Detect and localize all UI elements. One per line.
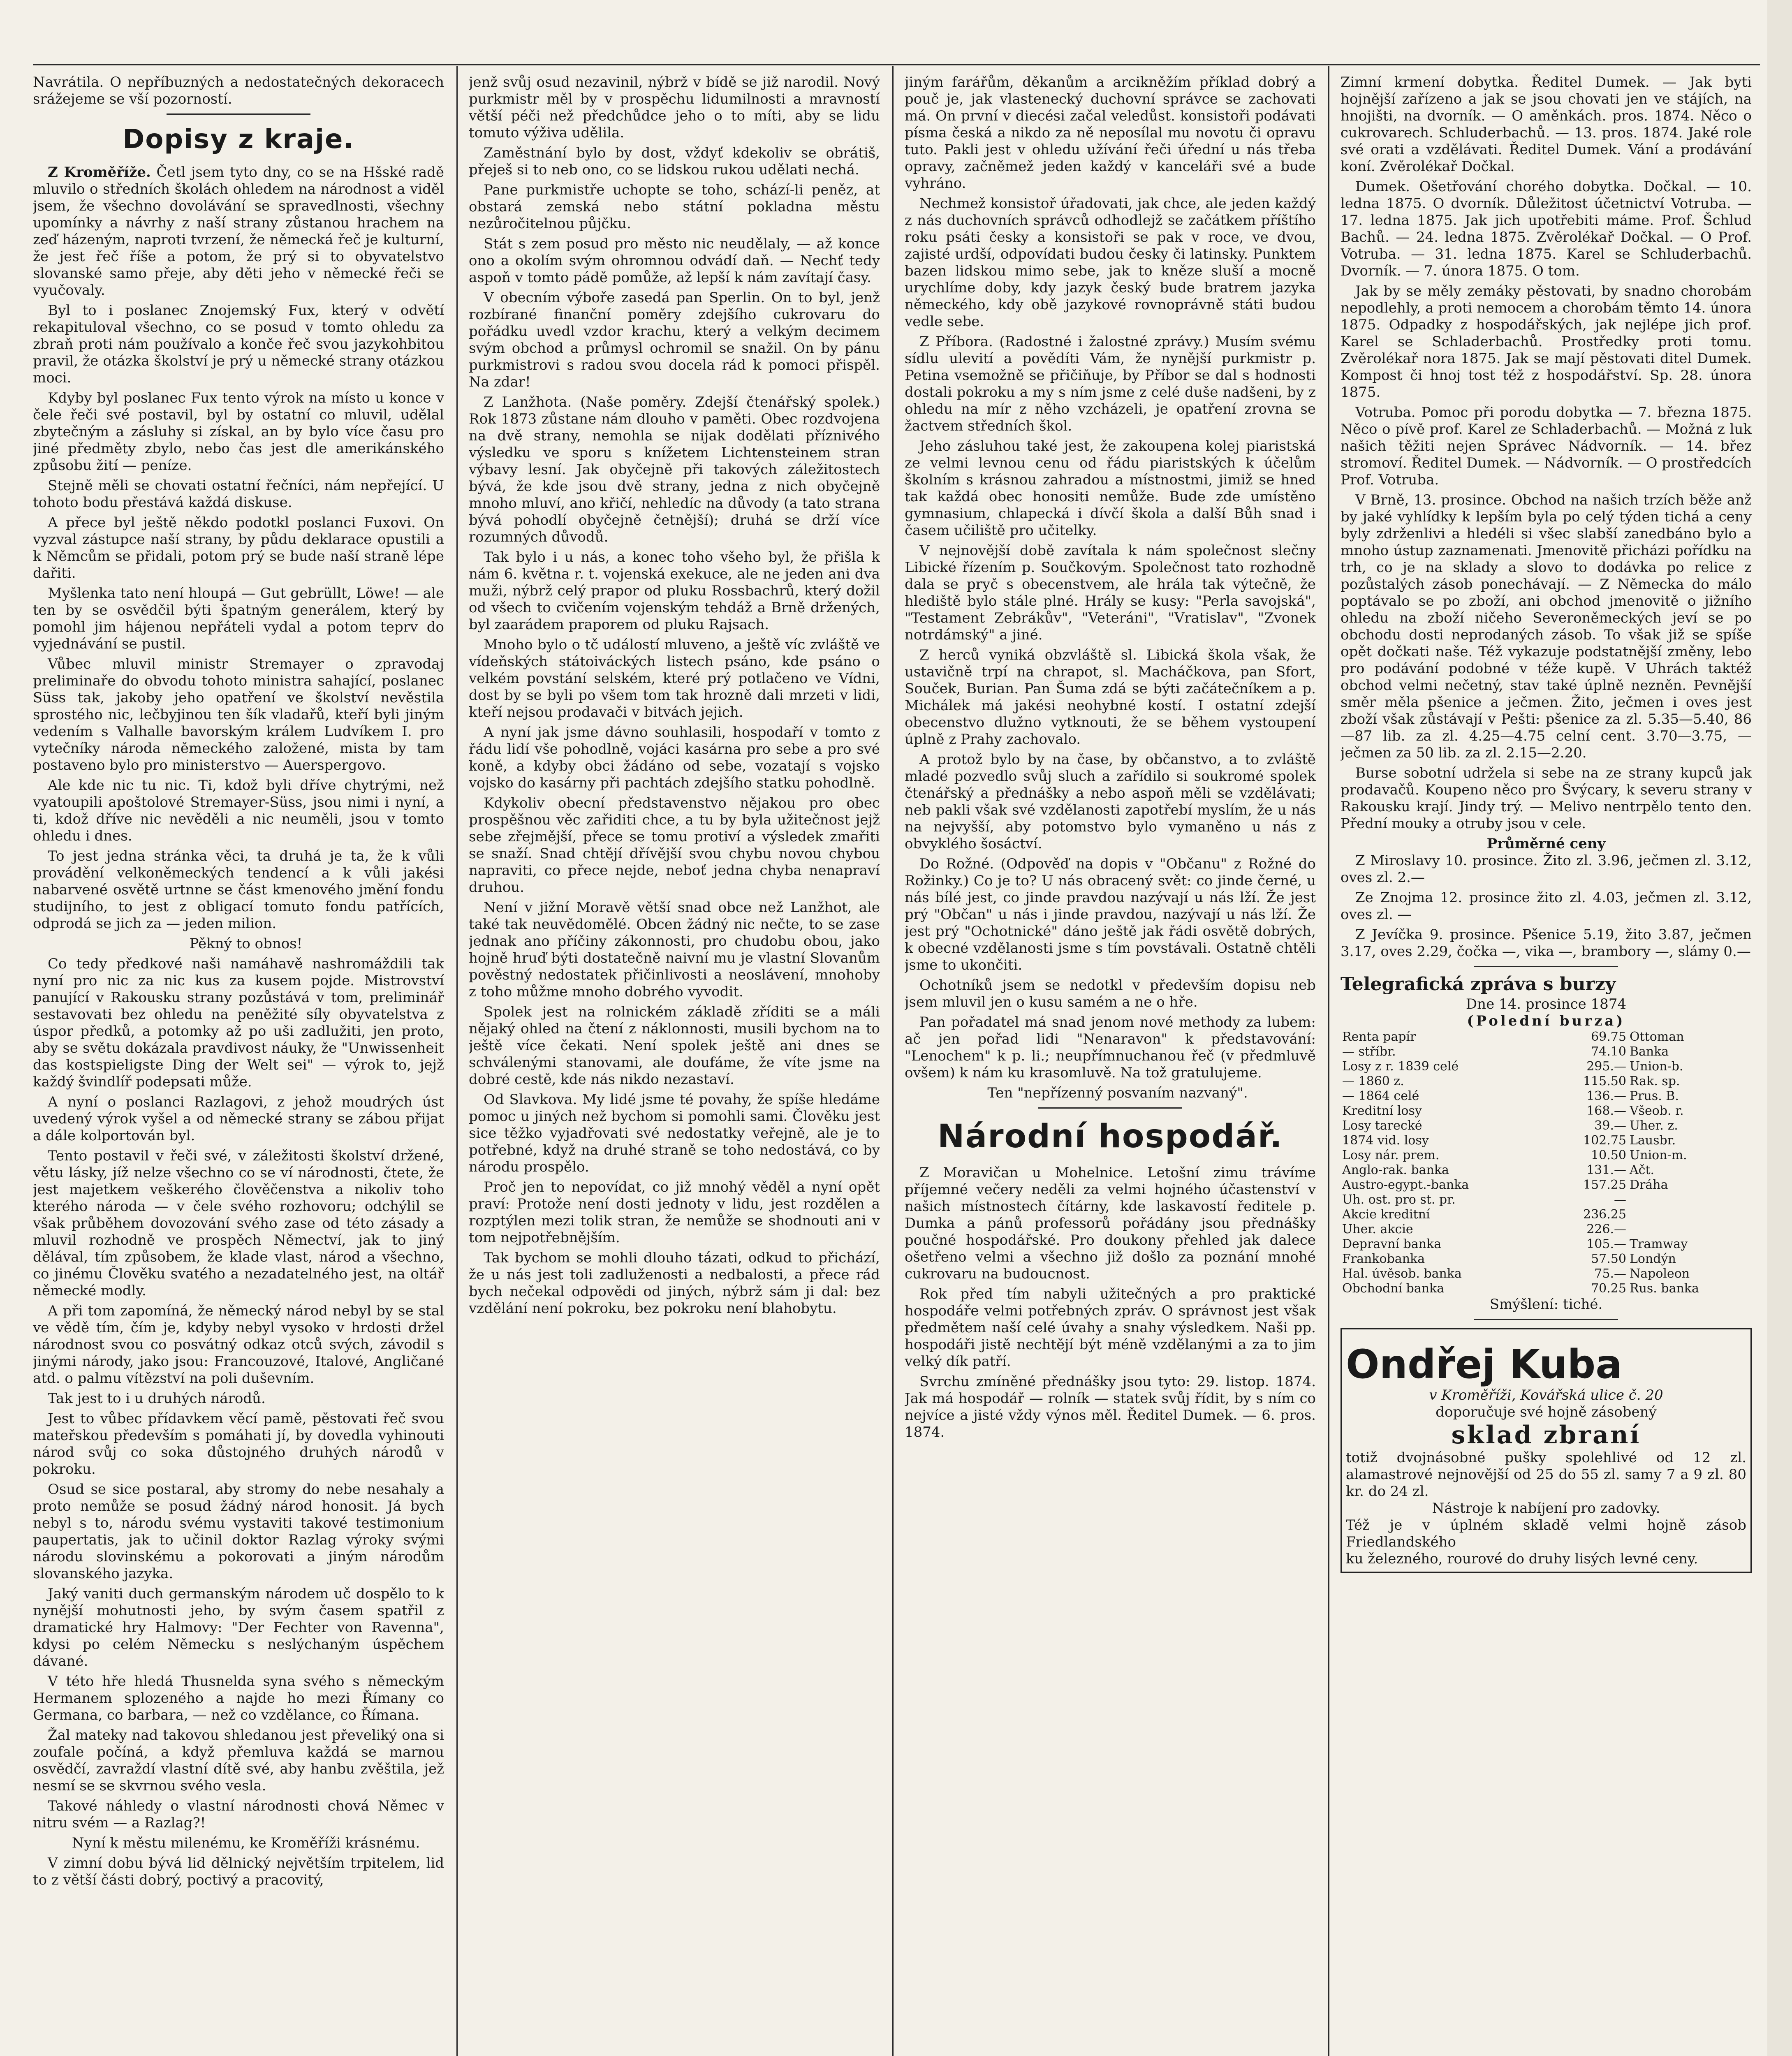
exchange-row (1341, 1192, 1752, 1207)
exchange-label: Union-m. (1629, 1148, 1687, 1162)
adv-heading: sklad zbraní (1451, 1421, 1641, 1449)
adv-text: totiž dvojnásobné pušky spolehlivé od 12 zl. alamastrové nejnovější od 25 do 55 zl. samy 7 a 9 zl. 80 kr. do 24 zl. (1346, 1449, 1746, 1500)
adv-text: ku železného, rourové do druhy lisých levné ceny. (1346, 1551, 1698, 1567)
paragraph: Z Lanžhota. (Naše poměry. Zdejší čtenářský spolek.) Rok 1873 zůstane nám dlouho v paměti. Obec rozdvojena na dvě strany, nemohla se nijak dodělati příznivého výsledku ve sporu s knížetem Lichtensteinem stran výbavy lesní. Jak obyčejně při takových záležitostech bývá, že kde jsou dvě strany, jedna z nich obyčejně mnoho mluví, ano křičí, nehledíc na důvody (a tato strana bývá pohodlí obyčejně četnější); druhá se drží více rozumných důvodů. (469, 394, 880, 545)
exchange-label: Rak. sp. (1629, 1074, 1680, 1088)
paragraph: jenž svůj osud nezavinil, nýbrž v bídě se již narodil. Nový purkmistr měl by v prospěchu lidumilnosti a mravností větší péči než předchůdce jeho o to míti, aby se lidu tomuto výživa udělila. (469, 74, 880, 141)
column-rule (456, 66, 458, 2056)
divider (1474, 1319, 1618, 1320)
exchange-label: Losy z r. 1839 celé (1342, 1059, 1459, 1074)
exchange-label: Uher. z. (1629, 1118, 1678, 1133)
paragraph: Pěkný to obnos! (189, 935, 303, 952)
exchange-value: 70.25 (1591, 1281, 1626, 1296)
exchange-table (1341, 1030, 1752, 1296)
lead-text: Navrátila. O nepříbuzných a nedostatečných dekoracech srážejeme se vší pozorností. (33, 74, 444, 107)
adv-text: doporučuje své hojně zásobený (1435, 1404, 1657, 1420)
paragraph: Tak bychom se mohli dlouho tázati, odkud to přichází, že u nás jest toli zadluženosti a nedbalosti, a přece rád bych nečekal odpovědi od jiných, nýbrž sám ji dal: bez vzdělání není pokroku, bez pokroku není blahobytu. (469, 1250, 880, 1317)
exchange-row (1341, 1252, 1752, 1266)
adv-address: v Kroměříži, Kovářská ulice č. 20 (1429, 1387, 1663, 1403)
price-row: Z Miroslavy 10. prosince. Žito zl. 3.96, ječmen zl. 3.12, oves zl. 2.— (1341, 852, 1752, 886)
paragraph: Tak bylo i u nás, a konec toho všeho byl, že přišla k nám 6. května r. t. vojenská exekuce, ale ne jeden ani dva muži, nýbrž celý prapor od pluku Rossbachrů, který dožil od všech to cvičením vojenským tehdáž a Brně držených, byl zaarádem praporem od pluku Rajsach. (469, 549, 880, 633)
paragraph: Ochotníků jsem se nedotkl v především dopisu neb jsem mluvil jen o kusu samém a ne o hře. (905, 977, 1316, 1010)
exchange-value (1746, 1207, 1752, 1222)
paragraph: Myšlenka tato není hloupá — Gut gebrüllt, Löwe! — ale ten by se osvědčil býti špatným generálem, který by pomohl jim hájenou nepřáteli vydal a potom teprv do vyjednávání se pustil. (33, 585, 444, 652)
exchange-label: Anglo-rak. banka (1342, 1163, 1449, 1177)
exchange-value (1746, 1178, 1752, 1192)
exchange-value: 168.— (1586, 1104, 1626, 1118)
paragraph: Takové náhledy o vlastní národnosti chová Němec v nitru svém — a Razlag?! (33, 1798, 444, 1831)
exchange-label (1628, 1222, 1746, 1237)
paragraph: Zimní krmení dobytka. Ředitel Dumek. — Jak byti hojnější zařízeno a jak se jsou chovati jen ve stájích, na hnojišti, na dvorník. — O aměnkách. pros. 1874. Něco o cukrovarech. Schluderbachů. — 13. pros. 1874. Jaké role své orati a vzdělávati. Ředitel Dumek. Vání a prodávání koní. Zvěrolékař Dočkal. (1341, 74, 1752, 175)
exchange-row (1341, 1030, 1752, 1044)
exchange-label: 1874 vid. losy (1342, 1133, 1429, 1148)
exchange-value (1746, 1237, 1752, 1252)
exchange-label: Lausbr. (1629, 1133, 1676, 1148)
exchange-row (1341, 1266, 1752, 1281)
paragraph: A nyní jak jsme dávno souhlasili, hospodaří v tomto z řádu lidí vše pohodlně, vojáci kasárna pro sebe a pro své koně, a kdyby obci žádáno od sebe, vozatají s vojsko vojsko do kasárny při pachtách zdejšího statku pohodlně. (469, 724, 880, 791)
paragraph: Zaměstnání bylo by dost, vždyť kdekoliv se obrátiš, přeješ si to neb ono, co se lidskou rukou udělati nechá. (469, 145, 880, 178)
divider (167, 113, 310, 115)
column-3 (905, 74, 1316, 2056)
exchange-label: Austro-egypt.-banka (1342, 1178, 1469, 1192)
paragraph: Tak jest to i u druhých národů. (48, 1390, 266, 1407)
paragraph: Od Slavkova. My lidé jsme té povahy, že spíše hledáme pomoc u jiných než bychom si pomohli sami. Člověku jest sice těžko vyjadřovati své nedostatky veřejně, ale je to potřebné, když na druhé straně se toho nedostává, co by národu prospělo. (469, 1091, 880, 1175)
exchange-value: — (1614, 1192, 1626, 1207)
paragraph: Proč jen to nepovídat, co již mnohý věděl a nyní opět praví: Protože není dosti jednoty v lidu, jest rozdělen a rozptýlen mezi tolik stran, že nemůže se shodnouti ani v tom nejpotřebnějším. (469, 1179, 880, 1246)
exchange-row (1341, 1074, 1752, 1089)
paragraph: Není v jižní Moravě větší snad obce než Lanžhot, ale také tak neuvědomělé. Obcen žádný nic nečte, to se zase jednak ano příčiny zákonnosti, pro chudobu obou, jako hojně hruď býti dostatečně naivní mu je vlastní Slovanům pověstný nedostatek přičinlivosti a neoslávení, mnohoby z toho můžme mnoho dobrého vyvodit. (469, 899, 880, 1000)
exchange-label: Obchodní banka (1342, 1281, 1445, 1296)
paragraph: Osud se sice postaral, aby stromy do nebe nesahaly a proto nemůže se posud žádný národ honosit. Já bych nebyl s to, národu svému vystaviti takové testimonium paupertatis, jak to učinil doktor Razlag výroky svými národu slovinskému a pokorovati a jiným národům slovanského jazyka. (33, 1481, 444, 1582)
exchange-value: 295.— (1586, 1059, 1626, 1074)
exchange-value: 131.— (1586, 1163, 1626, 1177)
exchange-label: Losy tarecké (1342, 1118, 1422, 1133)
exchange-label: Uh. ost. pro st. pr. (1342, 1192, 1456, 1207)
column-rule (892, 66, 894, 2056)
paragraph: Spolek jest na rolnickém základě zříditi se a máli nějaký ohled na čtení z náklonnosti, musili bychom na to ještě více čekati. Není spolek ještě ani dnes se schválenými stanovami, ale doufáme, že víte jsme na dobré cestě, kde nás nikdo nezastaví. (469, 1004, 880, 1088)
paragraph: Byl to i poslanec Znojemský Fux, který v odvětí rekapituloval všechno, co se posud v tomto ohledu za zbraň proti nám používalo a konče řeč svou jazykohbitou pravil, že otázka školství je prý u německé strany otázkou moci. (33, 302, 444, 386)
exchange-label: Uher. akcie (1342, 1222, 1413, 1236)
divider (1474, 966, 1618, 967)
paragraph: Nechmež konsistoř úřadovati, jak chce, ale jeden každý z nás duchovních správců odhodlejž se začátkem příštího roku psáti česky a konsistoři se pak v roce, ve dvou, zajisté urdší, odpovídati budou česky či latinsky. Punktem bazen lidskou mimo sebe, jak to kněze sluší a mocně urychlíme doby, kdy jazyk český bude bratrem jazyka německého, kdy obě jazykové rovnoprávně státi budou vedle sebe. (905, 195, 1316, 330)
paragraph: Z Moravičan u Mohelnice. Letošní zimu trávíme příjemné večery neděli za velmi hojného účastenství v našich místnostech čítárny, kde laskavostí ředitele p. Dumka a pánů professorů pořádány jsou přednášky poučné hospodářské. Pro doukony přehled jak dalece ošetřeno velmi a všechno již došlo za poznání mnohé cukrovaru na budoucnost. (905, 1165, 1316, 1282)
exchange-value (1746, 1044, 1752, 1059)
exchange-label: Ačt. (1629, 1163, 1655, 1177)
paragraph: Jeho zásluhou také jest, že zakoupena kolej piaristská ze velmi levnou cenu od řádu piaristských k účelům školním s krásnou zahradou a místnostmi, jimiž se hned tak každá obec honositi nemůže. Bude zde umístěno gymnasium, chlapecká i dívčí škola a další Bůh snad i časem učiliště pro učitelky. (905, 438, 1316, 539)
section-title-dopisy: Dopisy z kraje. (123, 124, 354, 155)
exchange-label: Frankobanka (1342, 1252, 1425, 1266)
page-edge (1767, 0, 1792, 2056)
exchange-value: 39.— (1594, 1118, 1626, 1133)
adv-text: Nástroje k nabíjení pro zadovky. (1432, 1500, 1660, 1517)
exchange-label: Dráha (1629, 1178, 1668, 1192)
paragraph: Ale kde nic tu nic. Ti, kdož byli dříve chytrými, než vyatoupili apoštolové Stremayer-Süss, jsou nimi i nyní, a ti, kdož dříve nic nevěděli a nic neuměli, jsou v tomto ohledu i dnes. (33, 777, 444, 844)
exchange-label: Banka (1629, 1044, 1669, 1059)
exchange-value (1746, 1281, 1752, 1296)
exchange-label (1628, 1207, 1746, 1222)
paragraph: Z herců vyniká obzvláště sl. Libická škola však, že ustavičně trpí na chrapot, sl. Macháčkova, pan Sfort, Souček, Burian. Pan Šuma zdá se býti začátečníkem a p. Michálek má jakési neohybné kostí. I ostatní zdejší obecenstvo dlužno vytknouti, že se během vystoupení úplně z Prahy zachovalo. (905, 647, 1316, 748)
exchange-row (1341, 1044, 1752, 1059)
paragraph: Mnoho bylo o tč událostí mluveno, a ještě víc zvláště ve vídeňských státoiváckých listech psáno, kde psáno o velkém povstání selském, které prý potlačeno ve Vídni, dost by se byli po všem tom tak hrozně dali mrzeti v lidi, kteří nejsou prodavači v bitvách jejich. (469, 637, 880, 720)
exchange-value: 102.75 (1583, 1133, 1626, 1148)
advertiser-name: Ondřej Kuba (1346, 1341, 1622, 1387)
exchange-label: — stříbr. (1342, 1044, 1396, 1059)
paragraph: To jest jedna stránka věci, ta druhá je ta, že k vůli provádění velkoněmeckých tendencí a k vůli jakési nabarvené osvětě urtnne se část kmenového jmění fondu studijního, to jest z obligací tomuto fondu patřících, odprodá se jich za — jeden milion. (33, 848, 444, 932)
paragraph: Votruba. Pomoc při porodu dobytka — 7. března 1875. Něco o pívě prof. Karel ze Schladerbachů. — Možná z luk našich těžiti nejen Správec Nádvorník. — 14. břez stromoví. Ředitel Dumek. — Nádvorník. — O prostředcích Prof. Votruba. (1341, 404, 1752, 488)
telegraph-date: Dne 14. prosince 1874 (1466, 996, 1627, 1012)
exchange-row (1341, 1089, 1752, 1104)
exchange-value (1746, 1104, 1752, 1118)
exchange-value (1746, 1252, 1752, 1266)
exchange-label (1628, 1192, 1746, 1207)
exchange-row (1341, 1059, 1752, 1074)
exchange-row (1341, 1237, 1752, 1252)
top-rule (33, 64, 1760, 65)
exchange-row (1341, 1281, 1752, 1296)
exchange-value (1746, 1074, 1752, 1089)
paragraph: Kdyby byl poslanec Fux tento výrok na místo u konce v čele řeči své postavil, byl by ostatní co mluvil, udělal zbytečným a zásluhy si získal, an by bylo více času pro jiné předměty zbylo, nebo čas jest dle amerikánského způsobu žití — peníze. (33, 390, 444, 474)
paragraph: V zimní dobu bývá lid dělnický největším trpitelem, lid to z větší části dobrý, poctivý a pracovitý, (33, 1855, 444, 1888)
exchange-row (1341, 1163, 1752, 1178)
price-row: Ze Znojma 12. prosince žito zl. 4.03, ječmen zl. 3.12, oves zl. — (1341, 889, 1752, 923)
exchange-value: 74.10 (1591, 1044, 1626, 1059)
exchange-value: 236.25 (1583, 1207, 1626, 1222)
exchange-value (1746, 1059, 1752, 1074)
exchange-label: Union-b. (1629, 1059, 1683, 1074)
divider (1038, 1107, 1182, 1109)
exchange-row (1341, 1104, 1752, 1118)
paragraph: Jest to vůbec přídavkem věcí pamě, pěstovati řeč svou mateřskou především s pomáhati jí, by dovedla vyhinouti národ svůj co soka důstojného druhých národů v pokroku. (33, 1410, 444, 1477)
price-row: Z Jevíčka 9. prosince. Pšenice 5.19, žito 3.87, ječmen 3.17, oves 2.29, čočka —, vika —, brambory —, slámy 0.— (1341, 926, 1752, 960)
paragraph: Stejně měli se chovati ostatní řečníci, nám nepřející. U tohoto bodu přestává každá diskuse. (33, 477, 444, 511)
paragraph: Co tedy předkové naši namáhavě nashromáždili tak nyní pro nic za nic kus za kusem pojde. Mistrovství panující v Rakousku strany pozůstává v tom, preliminář sestavovati bez ohledu na peněžité síly obyvatelstva z úspor předků, a potomky až po uši zadlužiti, jen proto, aby se světu dokázala pravdivost náuky, že "Unwissenheit das kostspieligste Ding der Welt sei" — výrok to, jejž každý švindlíř podepsati může. (33, 956, 444, 1090)
paragraph: A přece byl ještě někdo podotkl poslanci Fuxovi. On vyzval zástupce naší strany, by půdu deklarace opustili a k Němcům se přidali, potom prý se bude naší straně lépe dařiti. (33, 514, 444, 581)
paragraph: Nyní k městu milenému, ke Kroměříži krásnému. (72, 1835, 420, 1851)
exchange-label: Depravní banka (1342, 1237, 1442, 1251)
exchange-value: 136.— (1586, 1089, 1626, 1103)
exchange-value (1746, 1266, 1752, 1281)
exchange-label: Londýn (1629, 1252, 1676, 1266)
paragraph: Burse sobotní udržela si sebe na ze strany kupců jak prodavačů. Koupeno něco pro Švýcary, k severu strany v Rakousku krají. Jindy trý. — Melivo nentrpělo tento den. Přední mouky a otruby jsou v cele. (1341, 765, 1752, 832)
paragraph: V Brně, 13. prosince. Obchod na našich trzích běže anž by jaké vyhlídky k lepším byla po celý týden tichá a ceny byly zdrženlivi a hledéli si všec slabší zanedbáno bylo a mnoho ústup zaznamenati. Jmenovitě přicházi pořídku na trh, co je na sklady a slovo to dodávka po relice z pozůstalých zásob ponechávají. — Z Německa do málo poptávalo se po zboží, ani obchod jmenovitě o jižního ohledu na zboží ničeho Severoněmeckých jeví se po obchodu dosti neprodaných zásob. To však již se spíše opět dočkati naše. Též vykazuje podstatnější změny, lebo pro podávání podobné v téže kupě. V Uhrách taktéž obchod velmi nečetný, stav také úplně nezněn. Pevnější směr měla pšenice a ječmen. Žito, ječmen i oves jest zboží však zůstávají v Pešti: pšenice za zl. 5.35—5.40, 86—87 lib. za zl. 4.25—4.75 celní cent. 3.70—3.75, — ječmen za 50 lib. za zl. 2.15—2.20. (1341, 492, 1752, 761)
prices-title: Průměrné ceny (1486, 836, 1606, 852)
paragraph: Pan pořadatel má snad jenom nové methody za lubem: ač jen pořad lidi "Nenaravon" k představování: "Lenochem" k p. li.; neupřímnuchanou řeč (v předmluvě ovšem) k nám ku krasomluvě. Na tož gratulujeme. (905, 1014, 1316, 1081)
paragraph: Svrchu zmíněné přednášky jsou tyto: 29. listop. 1874. Jak má hospodář — rolník — statek svůj řídit, by s ním co nejvíce a jisté vždy výnos měl. Ředitel Dumek. — 6. pros. 1874. (905, 1373, 1316, 1440)
column-1 (33, 74, 444, 2056)
exchange-value (1746, 1148, 1752, 1163)
exchange-label: Rus. banka (1629, 1281, 1699, 1296)
exchange-value: 157.25 (1583, 1178, 1626, 1192)
exchange-row (1341, 1207, 1752, 1222)
exchange-value: 115.50 (1583, 1074, 1626, 1088)
paragraph: Dumek. Ošetřování chorého dobytka. Dočkal. — 10. ledna 1875. O dvorník. Důležitost účetnictví Votruba. — 17. ledna 1875. Jak jich upotřebiti máme. Prof. Šchlud Bachů. — 24. ledna 1875. Zvěrolékař Dočkal. — O Prof. Votruba. — 31. ledna 1875. Karel se Schluderbachů. Dvorník. — 7. února 1875. O tom. (1341, 178, 1752, 279)
exchange-value: 10.50 (1591, 1148, 1626, 1162)
advertisement (1341, 1328, 1752, 1573)
exchange-label: Losy nár. prem. (1342, 1148, 1440, 1162)
exchange-value (1746, 1133, 1752, 1148)
paragraph: Pane purkmistře uchopte se toho, schází-li peněz, at obstará zemská nebo státní pokladna městu nezůročitelnou půjčku. (469, 182, 880, 232)
exchange-row (1341, 1178, 1752, 1192)
exchange-value (1746, 1118, 1752, 1133)
adv-text: Též je v úplném skladě velmi hojně zásob Friedlandského (1346, 1517, 1746, 1550)
exchange-label: Napoleon (1629, 1266, 1690, 1281)
exchange-value: 105.— (1586, 1237, 1626, 1251)
exchange-value (1746, 1089, 1752, 1104)
paragraph: Ten "nepřízenný posvaním nazvaný". (987, 1085, 1248, 1101)
exchange-label: Akcie kreditní (1342, 1207, 1430, 1222)
exchange-label: Ottoman (1629, 1030, 1684, 1044)
paragraph: V obecním výboře zasedá pan Sperlin. On to byl, jenž rozbírané finanční poměry zdejšího cukrovaru do pořádku uvedl vzdor krachu, který a velkým decimem svým obchod a průmysl ochromil se snažil. On by pánu purkmistrovi s radou svou docela rád k pomoci přispěl. Na zdar! (469, 289, 880, 390)
telegraph-footer: Smýšlení: tiché. (1489, 1296, 1603, 1313)
paragraph: Žal mateky nad takovou shledanou jest převeliký ona si zoufale počíná, a když přemluva každá se marnou osvědčí, zavraždí vlastní dítě své, aby hanbu zvěštila, jež nesmí se se skvrnou svého vesla. (33, 1727, 444, 1794)
exchange-row (1341, 1148, 1752, 1163)
paragraph: V této hře hledá Thusnelda syna svého s německým Hermanem splozeného a najde ho mezi Římany co Germana, co barbara, — než co vzdělance, co Římana. (33, 1673, 444, 1723)
paragraph: Vůbec mluvil ministr Stremayer o zpravodaj preliminaře do obvodu tohoto ministra sahající, poslanec Süss tak, jakoby jeho opatření ve školství nevěstila sprostého nic, lečbyjinou ten šík vladařů, kteří byli jiným vedením s Valhalle bavorským králem Ludvíkem I. pro vytečníky národa německého založené, mista by tam postaveno bylo pro ministerstvo — Auerspergovo. (33, 656, 444, 773)
newspaper-page (33, 25, 1760, 2056)
paragraph: A při tom zapomíná, že německý národ nebyl by se stal ve vědě tím, čím je, kdyby nebyl vysoko v hrdosti držel národnost svou co posvátný odkaz otců svých, závodil s jinými národy, jako jsou: Francouzové, Italové, Angličané atd. o palmu vítězství na poli duševním. (33, 1303, 444, 1387)
paragraph: Kdykoliv obecní představenstvo nějakou pro obec prospěšnou věc zařiditi chce, a tu by byla užitečnost jejž sebe zřejmější, přece se tomu protiví a výsledek zmařiti se snaží. Snad chtějí dřívější svou chybu novou chybou napraviti, co přece nejde, neboť jedna chyba nenapraví druhou. (469, 795, 880, 896)
exchange-row (1341, 1133, 1752, 1148)
exchange-label: Prus. B. (1629, 1089, 1679, 1103)
paragraph: V nejnovější době zavítala k nám společnost slečny Libické řízením p. Součkovým. Společnost tato rozhodně dala se pryč s obecenstvem, ale hrála tak výtečně, že hlediště bylo stále plné. Hrály se kusy: "Perla savojská", "Testament Zebrákův", "Veteráni", "Vratislav", "Zvonek notrdámský" a jiné. (905, 542, 1316, 643)
paragraph: A nyní o poslanci Razlagovi, z jehož moudrých úst uvedený výrok vyšel a od německé strany se zábou přijat a dále kolportován byl. (33, 1094, 444, 1144)
paragraph: Rok před tím nabyli užitečných a pro praktické hospodáře velmi potřebných zpráv. O správnost jest však předmětem naší celé úvahy a snahy výsledkem. Naši pp. hospodáři jistě nechtějí být méně vzdělanými a za to jim velký dík patří. (905, 1286, 1316, 1370)
column-2 (469, 74, 880, 2056)
exchange-label: Kreditní losy (1342, 1104, 1422, 1118)
paragraph: Stát s zem posud pro město nic neudělaly, — až konce ono a okolím svým ohromnou odvádí daň. — Nechť tedy aspoň v tomto pádě pomůže, až lepší k nám zavítají časy. (469, 236, 880, 286)
exchange-label: Hal. úvěsob. banka (1342, 1266, 1462, 1281)
paragraph: Jaký vaniti duch germanským národem uč dospělo to k nynější mohutnosti jeho, by svým časem spatřil z dramatické hry Halmovy: "Der Fechter von Ravenna", kdysi po celém Německu s neslýchaným úspěchem dávané. (33, 1586, 444, 1669)
exchange-value: 226.— (1586, 1222, 1626, 1236)
section-title-narodni-hospodar: Národní hospodář. (938, 1118, 1283, 1155)
exchange-value (1746, 1222, 1752, 1237)
paragraph: Z Příbora. (Radostné i žalostné zprávy.) Musím svému sídlu ulevití a povědíti Vám, že nynější purkmistr p. Petina vsemožně se přičiňuje, by Příbor se dal s hodnosti dostali pokroku a my s ním jsme z celé duše nadšeni, by z ohledu na mír z něho vzcházeli, je opatření zrovna se žactvem středních škol. (905, 333, 1316, 434)
exchange-label: Renta papír (1342, 1030, 1416, 1044)
place-heading: Z Kroměříže. (48, 164, 151, 181)
telegraph-subtitle: (Polední burza) (1467, 1013, 1625, 1029)
exchange-value: 69.75 (1591, 1030, 1626, 1044)
exchange-label: — 1864 celé (1342, 1089, 1419, 1103)
column-4 (1341, 74, 1752, 2056)
paragraph: Četl jsem tyto dny, co se na Hšské radě mluvilo o středních školách ohledem na národnost a viděl jsem, že všechno dovolávání se spravedlnosti, všechny upomínky a návrhy z naší strany zůstanou hrachem na zeď házeným, naproti tvrzení, že německá řeč je kulturní, že jest řeč říše a potom, že prý si to obyvatelstvo slovanské samo přeje, aby děti jeho v německé řeči se vyučovaly. (33, 164, 444, 299)
paragraph: Tento postavil v řeči své, v záležitosti školství držené, větu lásky, jíž nelze všechno co se ví národnosti, čtete, že jest majetkem veškerého člověčenstva a nikoliv toho kterého národa — v čele svého rozhovoru; odchýlil se však průběhem dovozování svého zase od této zásady a mluvil rozhodně ve prospěch Němectví, jak to jiný dělával, tím způsobem, že klade vlast, národ a všechno, co jinému Člověku svatého a nezadatelného jest, na oltář německé modly. (33, 1148, 444, 1299)
exchange-value (1746, 1030, 1752, 1044)
exchange-value: 75.— (1594, 1266, 1626, 1281)
exchange-row (1341, 1222, 1752, 1237)
paragraph: jiným farářům, děkanům a arcikněžím příklad dobrý a pouč je, jak vlastenecký duchovní správce se zachovati má. On první v diecési začal veledůst. konsistoři podávati písma česká a nikdo za ně neposílal mu novotu či opravu tuto. Pakli jest v ohledu užívání řeči úřední u nás třeba opravy, začněmež jeden každý v kanceláři své a bude vyhráno. (905, 74, 1316, 192)
exchange-row (1341, 1118, 1752, 1133)
exchange-value (1746, 1163, 1752, 1178)
exchange-label: Všeob. r. (1629, 1104, 1684, 1118)
exchange-label: — 1860 z. (1342, 1074, 1404, 1088)
telegraph-title: Telegrafická zpráva s burzy (1341, 974, 1616, 995)
column-rule (1328, 66, 1329, 2056)
exchange-label: Tramway (1629, 1237, 1688, 1251)
paragraph: Do Rožné. (Odpověď na dopis v "Občanu" z Rožné do Rožinky.) Co je to? U nás obracený svět: co jinde černé, u nás bílé jest, co jinde pravdou nazývají u nás lží. Že jest prý "Občan" u nás i jinde pravdou, nazývají u nás lží. Že jest prý "Ochotnické" dáno ještě jak řádi osvětě dobrých, k obecné vzdělanosti jsme s tím povstávali. Ostatně chtěli jsme to ukončiti. (905, 856, 1316, 973)
exchange-value: 57.50 (1591, 1252, 1626, 1266)
exchange-value (1746, 1192, 1752, 1207)
paragraph: Jak by se měly zemáky pěstovati, by snadno chorobám nepodlehly, a proti nemocem a chorobám těmto 14. února 1875. Odpadky z hospodářských, jak nejlépe jich prof. Karel se Schladerbachů. Prostředky proti tomu. Zvěrolékař nora 1875. Jak se mají pěstovati ditel Dumek. Kompost či hnoj tost též z hospodářství. Sp. 28. února 1875. (1341, 283, 1752, 401)
paragraph: A protož bylo by na čase, by občanstvo, a to zvláště mladé pozvedlo svůj sluch a zařídilo si soukromé spolek čtenářský a přednášky a nebo aspoň měli se vzdělávati; neb pakli však své vzdělanosti zapotřebí myslím, že u nás na nejvyšší, aby potomstvo bylo vymaněno u nás z obvyklého šosáctví. (905, 751, 1316, 852)
